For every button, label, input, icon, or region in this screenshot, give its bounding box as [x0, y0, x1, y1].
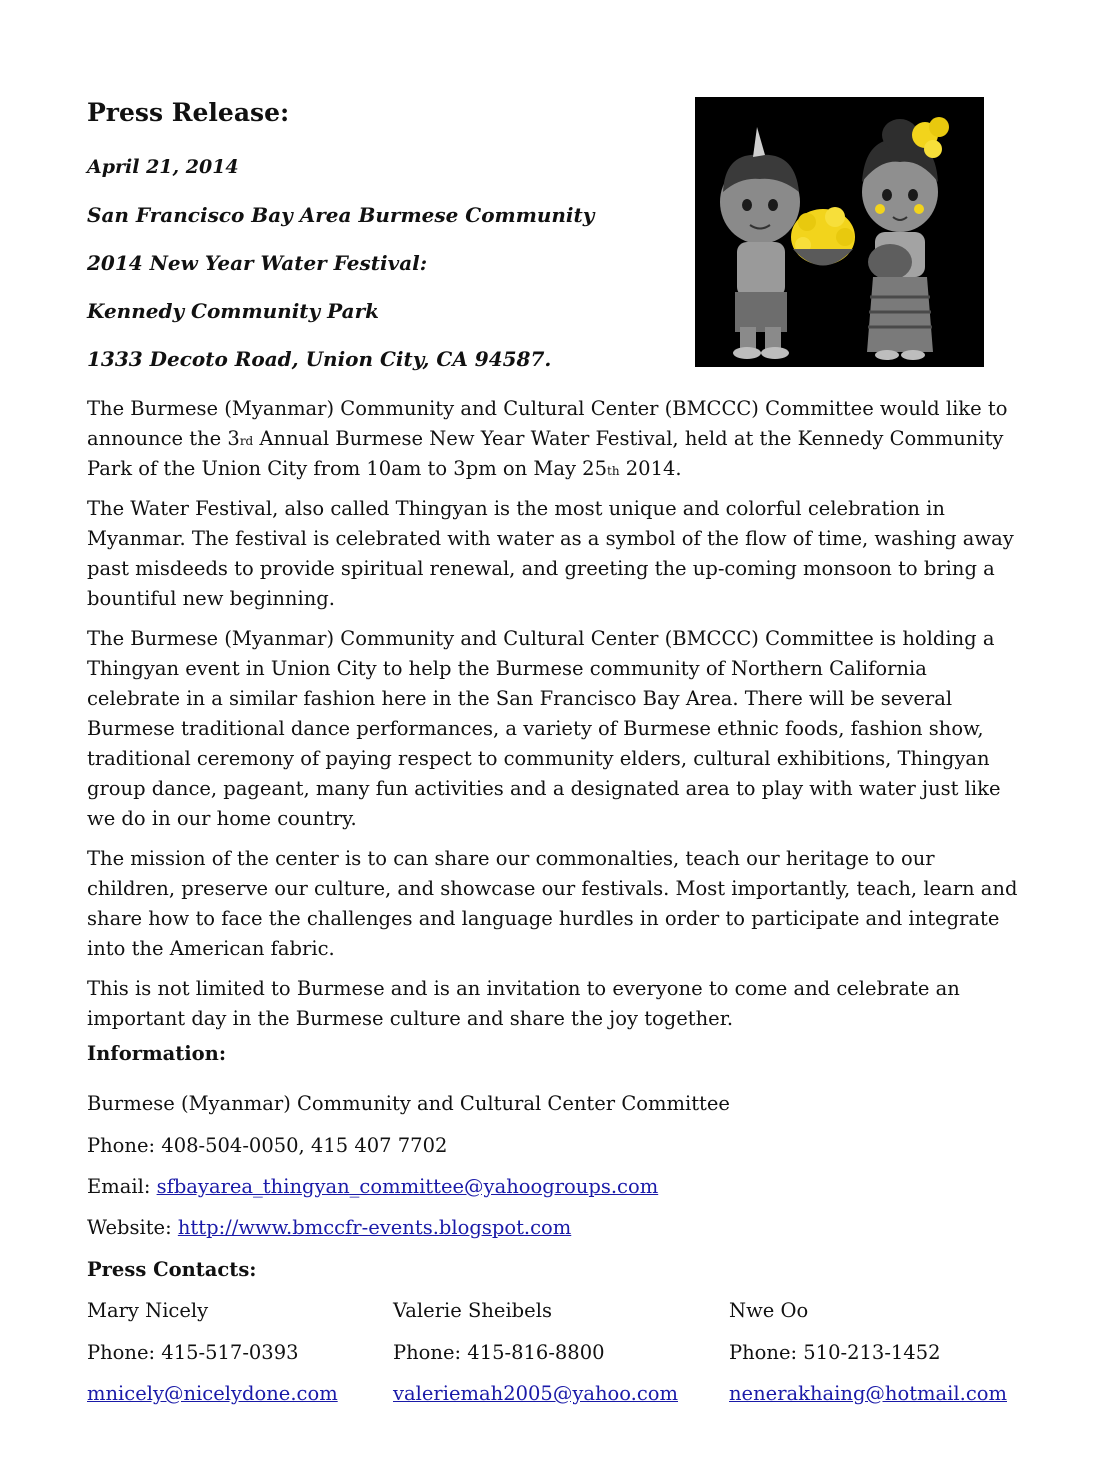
contact-email-link[interactable]: nenerakhaing@hotmail.com	[729, 1382, 1007, 1405]
page-title: Press Release:	[87, 98, 290, 127]
email-label: Email:	[87, 1175, 157, 1198]
contact-email-link[interactable]: mnicely@nicelydone.com	[87, 1382, 338, 1405]
contact-name: Mary Nicely	[87, 1299, 209, 1322]
children-figures-icon	[695, 97, 984, 367]
contact-email-link[interactable]: valeriemah2005@yahoo.com	[393, 1382, 679, 1405]
paragraph-event: The Burmese (Myanmar) Community and Cultural Center (BMCCC) Committee is holding a Thingyan event in Union City to help the Burmese community of Northern California celebrate in a similar fashion here in the San Francisco Bay Area. There will be several Burmese traditional dance performances, a variety of Burmese ethnic foods, fashion show, traditional ceremony of paying respect to community elders, cultural exhibitions, Thingyan group dance, pageant, many fun activities and a designated area to play with water just like we do in our home country.	[87, 627, 1001, 830]
website-link[interactable]: http://www.bmccfr-events.blogspot.com	[177, 1216, 572, 1239]
phone-label: Phone:	[87, 1134, 162, 1157]
heading-festival: 2014 New Year Water Festival:	[87, 251, 428, 275]
contact-name: Valerie Sheibels	[393, 1299, 552, 1322]
ordinal-suffix-th: th	[607, 464, 620, 478]
contact-phone: Phone: 415-816-8800	[393, 1341, 605, 1364]
announcement-text-b: Annual Burmese New Year Water Festival, held at the Kennedy Community Park of the Union City from 10am to 3pm on May 25	[87, 427, 1004, 480]
website-label: Website:	[87, 1216, 178, 1239]
phone-value: 408-504-0050, 415 407 7702	[161, 1134, 448, 1157]
paragraph-announcement	[87, 394, 1022, 484]
body-content	[87, 394, 1022, 1044]
release-date: April 21, 2014	[87, 156, 239, 178]
information-email	[87, 1175, 658, 1198]
information-heading: Information:	[87, 1042, 227, 1065]
information-org: Burmese (Myanmar) Community and Cultural Center Committee	[87, 1092, 730, 1115]
ordinal-suffix-rd: rd	[239, 434, 254, 448]
information-website	[87, 1216, 571, 1239]
information-phone	[87, 1134, 447, 1157]
announcement-text-a: The Burmese (Myanmar) Community and Cultural Center (BMCCC) Committee would like to announce the 3	[87, 397, 1008, 450]
heading-address: 1333 Decoto Road, Union City, CA 94587.	[87, 347, 552, 371]
contact-phone: Phone: 510-213-1452	[729, 1341, 941, 1364]
heading-park: Kennedy Community Park	[87, 299, 379, 323]
water-festival-children-illustration	[695, 97, 984, 367]
contact-phone: Phone: 415-517-0393	[87, 1341, 299, 1364]
announcement-text-c: 2014.	[619, 457, 682, 480]
paragraph-invitation: This is not limited to Burmese and is an invitation to everyone to come and celebrate an important day in the Burmese culture and share the joy together.	[87, 977, 960, 1030]
paragraph-thingyan: The Water Festival, also called Thingyan is the most unique and colorful celebration in Myanmar. The festival is celebrated with water as a symbol of the flow of time, washing away past misdeeds to provide spiritual renewal, and greeting the up-coming monsoon to bring a bountiful new beginning.	[87, 497, 1014, 610]
contact-name: Nwe Oo	[729, 1299, 809, 1322]
heading-community: San Francisco Bay Area Burmese Community	[87, 203, 595, 227]
paragraph-mission: The mission of the center is to can share our commonalties, teach our heritage to our children, preserve our culture, and showcase our festivals. Most importantly, teach, learn and share how to face the challenges and language hurdles in order to participate and integrate into the American fabric.	[87, 847, 1018, 960]
email-link[interactable]: sfbayarea_thingyan_committee@yahoogroups.com	[156, 1175, 659, 1198]
press-contacts-heading: Press Contacts:	[87, 1258, 257, 1281]
